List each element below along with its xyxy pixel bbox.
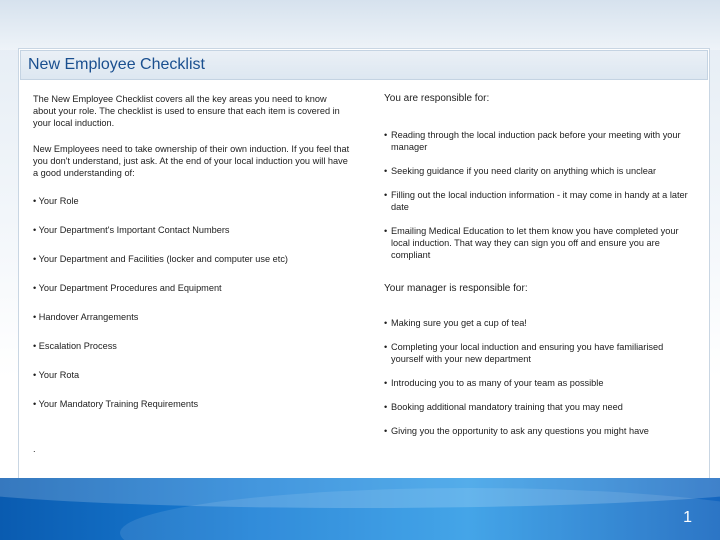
- manager-item-completing: • Completing your local induction and ensuring you have familiarised yourself with your new department: [384, 341, 694, 365]
- manager-item-questions: • Giving you the opportunity to ask any questions you might have: [384, 425, 694, 437]
- you-item-filling: • Filling out the local induction information - it may come in handy at a later date: [384, 189, 694, 213]
- footer-band: [0, 478, 720, 540]
- checklist-item-rota: • Your Rota: [33, 370, 80, 380]
- title-bar: [20, 50, 708, 80]
- you-item-reading: • Reading through the local induction pack before your meeting with your manager: [384, 129, 694, 153]
- you-item-guidance: • Seeking guidance if you need clarity on anything which is unclear: [384, 165, 694, 177]
- checklist-item-facilities: • Your Department and Facilities (locker and computer use etc): [33, 254, 288, 264]
- checklist-item-role: • Your Role: [33, 196, 79, 206]
- you-responsible-heading: You are responsible for:: [384, 93, 490, 104]
- checklist-item-procedures: • Your Department Procedures and Equipment: [33, 283, 222, 293]
- checklist-item-training: • Your Mandatory Training Requirements: [33, 399, 199, 409]
- trailing-dot: .: [33, 444, 36, 454]
- background-top: [0, 0, 720, 50]
- page-title: New Employee Checklist: [28, 56, 205, 73]
- ownership-paragraph: New Employees need to take ownership of their own induction. If you feel that you don't understand, just ask. At the end of your local induction you will have a good understanding of:: [33, 144, 350, 178]
- left-column: [33, 93, 351, 455]
- page-number: 1: [683, 509, 692, 526]
- you-item-emailing: • Emailing Medical Education to let them know you have completed your local induction. That way they can sign you off and ensure you are compliant: [384, 225, 694, 261]
- manager-item-tea: • Making sure you get a cup of tea!: [384, 317, 694, 329]
- intro-paragraph: The New Employee Checklist covers all the key areas you need to know about your role. The checklist is used to ensure that each item is covered in your local induction.: [33, 94, 340, 128]
- checklist-item-contacts: • Your Department's Important Contact Numbers: [33, 225, 230, 235]
- right-column: [384, 93, 694, 449]
- checklist-item-handover: • Handover Arrangements: [33, 312, 139, 322]
- manager-responsible-heading: Your manager is responsible for:: [384, 283, 528, 294]
- checklist-item-escalation: • Escalation Process: [33, 341, 117, 351]
- manager-item-introducing: • Introducing you to as many of your team as possible: [384, 377, 694, 389]
- manager-item-booking: • Booking additional mandatory training that you may need: [384, 401, 694, 413]
